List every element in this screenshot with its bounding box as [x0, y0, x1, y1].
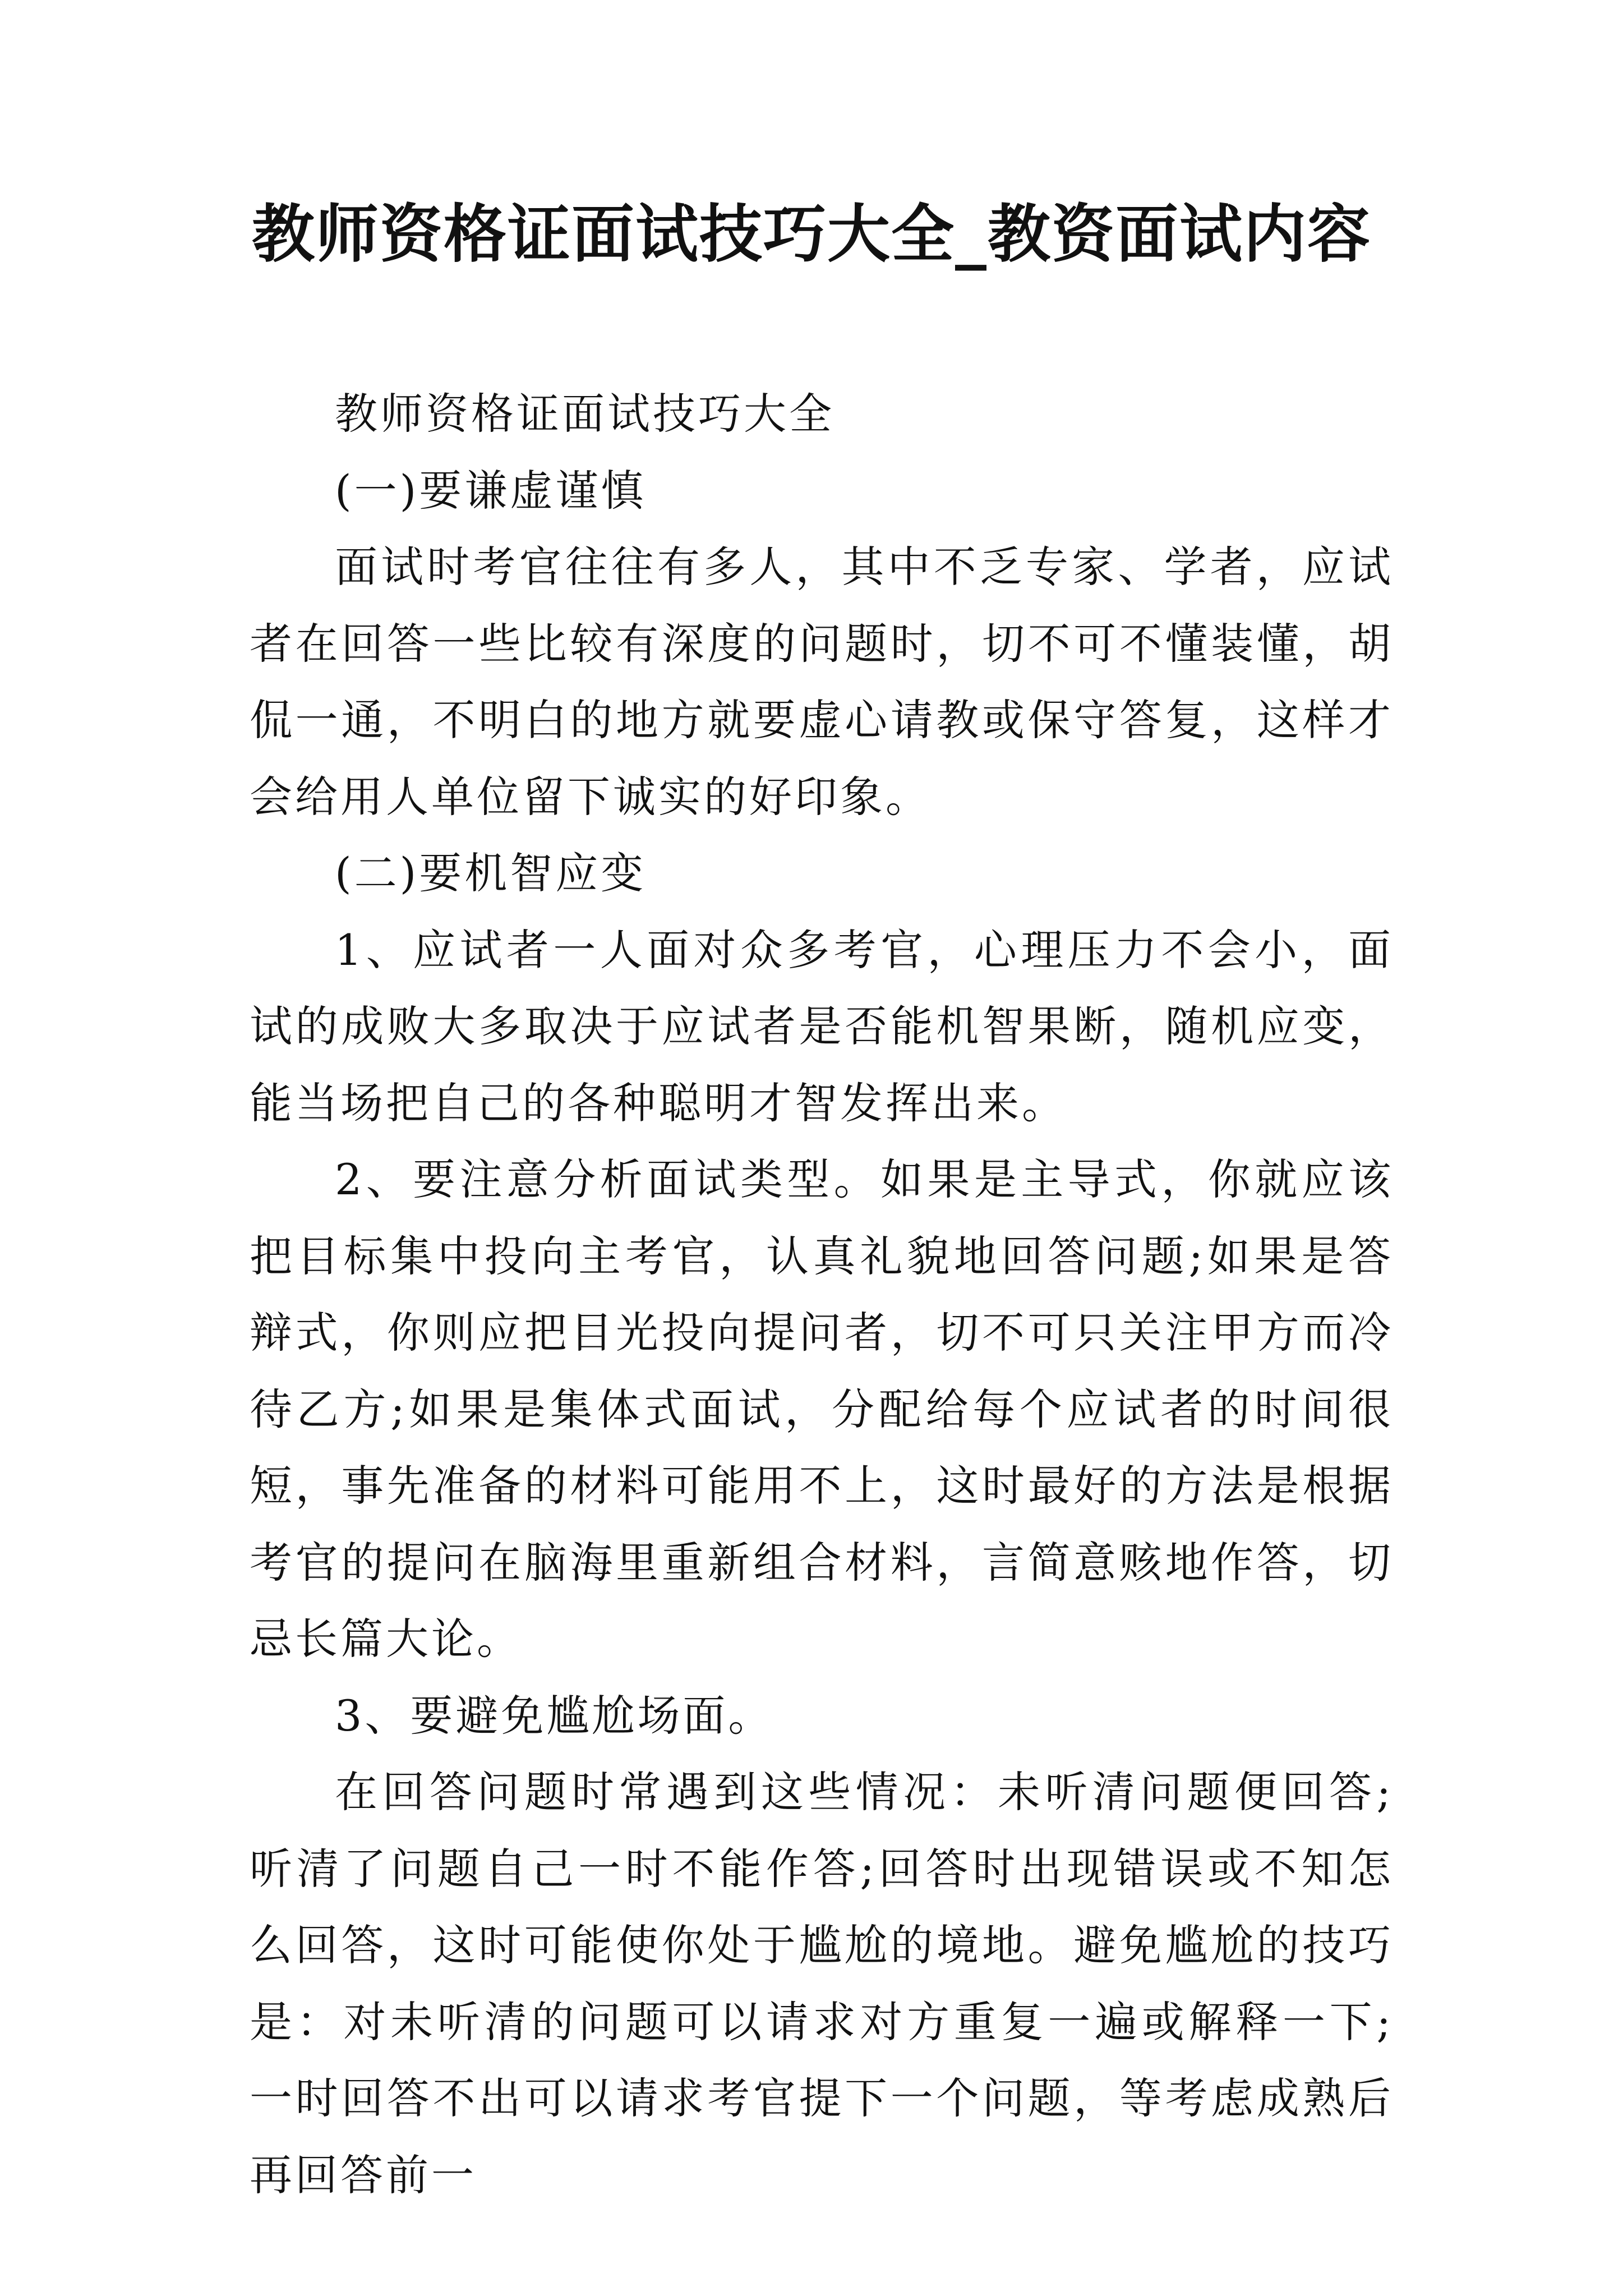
document-title: 教师资格证面试技巧大全_教资面试内容	[252, 198, 1371, 271]
body-paragraph: 2、要注意分析面试类型。如果是主导式，你就应该把目标集中投向主考官，认真礼貌地回答问题;如果是答辩式，你则应把目光投向提问者，切不可只关注甲方而冷待乙方;如果是集体式面试，分配给每个应试者的时间很短，事先准备的材料可能用不上，这时最好的方法是根据考官的提问在脑海里重新组合材料，言简意赅地作答，切忌长篇大论。	[250, 1154, 1394, 1664]
subsection-heading: (一)要谦虚谨慎	[335, 465, 647, 516]
subsection-heading: (二)要机智应变	[335, 848, 647, 898]
body-paragraph: 3、要避免尴尬场面。	[335, 1690, 774, 1741]
section-heading: 教师资格证面试技巧大全	[335, 389, 834, 439]
body-paragraph: 面试时考官往往有多人，其中不乏专家、学者，应试者在回答一些比较有深度的问题时，切不可不懂装懂，胡侃一通，不明白的地方就要虚心请教或保守答复，这样才会给用人单位留下诚实的好印象。	[250, 542, 1394, 822]
body-paragraph: 在回答问题时常遇到这些情况：未听清问题便回答;听清了问题自己一时不能作答;回答时出现错误或不知怎么回答，这时可能使你处于尴尬的境地。避免尴尬的技巧是：对未听清的问题可以请求对方重复一遍或解释一下;一时回答不出可以请求考官提下一个问题，等考虑成熟后再回答前一	[250, 1767, 1394, 2200]
document-body	[250, 376, 1394, 2214]
body-paragraph: 1、应试者一人面对众多考官，心理压力不会小，面试的成败大多取决于应试者是否能机智果断，随机应变，能当场把自己的各种聪明才智发挥出来。	[250, 924, 1394, 1128]
